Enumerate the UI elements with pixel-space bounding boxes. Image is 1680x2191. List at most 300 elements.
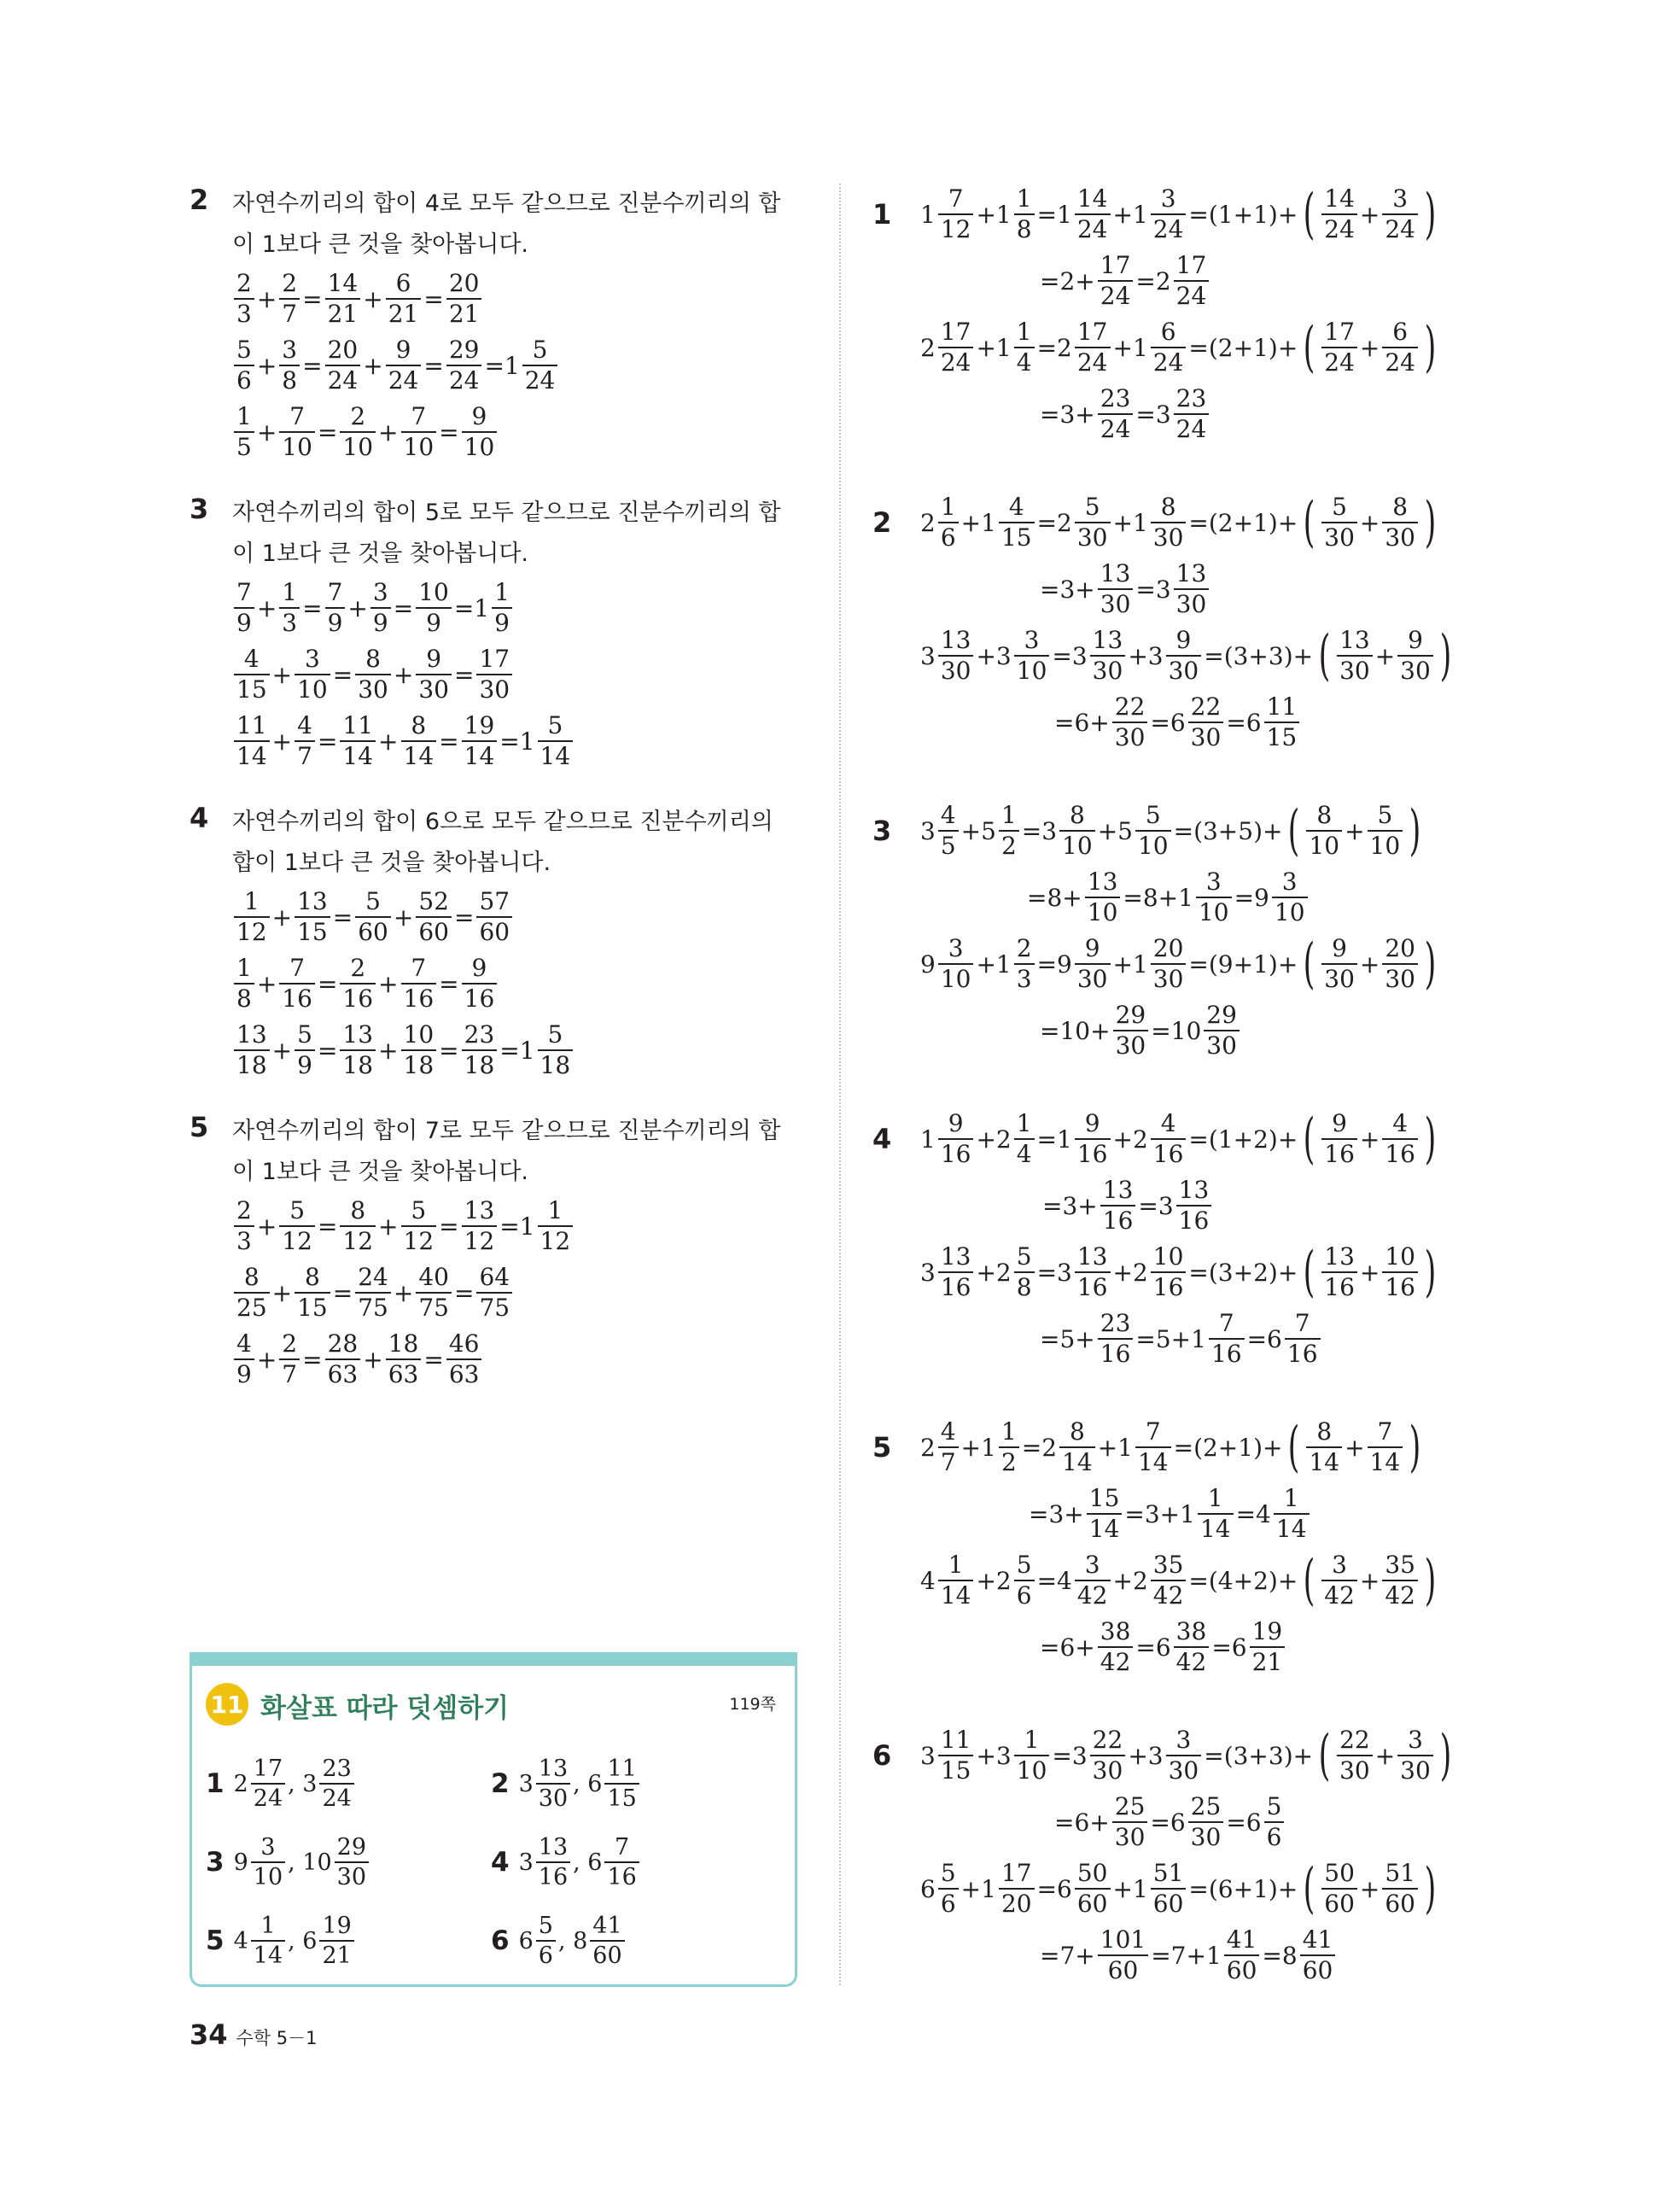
- denominator: 15: [604, 1783, 639, 1810]
- numerator: 2: [282, 269, 298, 297]
- equation: [232, 1259, 804, 1326]
- parenthesized-group: [1298, 491, 1441, 554]
- denominator: 10: [1272, 897, 1308, 925]
- numerator: 3: [1281, 868, 1298, 896]
- numerator: 1: [948, 1551, 964, 1579]
- math-symbol: =(3+3)+: [1204, 1741, 1314, 1770]
- right-problem-1: [872, 181, 1641, 463]
- denominator: 2: [999, 1446, 1019, 1475]
- denominator: 14: [1087, 1513, 1123, 1541]
- denominator: 30: [1188, 1821, 1224, 1849]
- fraction: [401, 956, 437, 1011]
- fraction: [295, 647, 330, 702]
- fraction: [1382, 1109, 1418, 1168]
- denominator: 30: [1090, 655, 1126, 683]
- equation: [919, 1722, 1456, 1789]
- equation: [1039, 248, 1210, 314]
- right-paren: ): [1424, 491, 1437, 554]
- fraction: [355, 1265, 391, 1320]
- denominator: 12: [234, 916, 270, 944]
- numerator: 4: [243, 645, 260, 673]
- numerator: 46: [448, 1329, 480, 1358]
- math-symbol: 3: [920, 1741, 936, 1770]
- fraction: [1112, 1792, 1148, 1851]
- problem-number: 5: [190, 1111, 209, 1143]
- math-symbol: 6: [920, 1874, 936, 1903]
- denominator: 14: [340, 740, 376, 768]
- problem-number: 5: [872, 1431, 892, 1464]
- math-symbol: =: [453, 660, 475, 689]
- fraction: [279, 269, 300, 328]
- parenthesized-group: [1298, 1241, 1441, 1304]
- denominator: 75: [355, 1292, 391, 1320]
- denominator: 30: [1151, 522, 1187, 550]
- math-symbol: +1: [1112, 949, 1148, 979]
- denominator: 42: [1321, 1580, 1357, 1608]
- denominator: 6: [1264, 1821, 1285, 1849]
- math-symbol: 1: [920, 200, 936, 229]
- parenthesized-group: [1314, 1724, 1456, 1787]
- fraction: [340, 402, 376, 461]
- fraction: [1151, 1242, 1187, 1301]
- numerator: 3: [1084, 1551, 1100, 1579]
- fraction: [938, 628, 974, 683]
- numerator: 8: [1069, 801, 1085, 829]
- numerator: 9: [1084, 934, 1100, 962]
- numerator: 7: [615, 1834, 630, 1861]
- fraction: [416, 1265, 452, 1320]
- denominator: 18: [538, 1049, 574, 1078]
- fraction: [1090, 1728, 1126, 1783]
- denominator: 16: [1075, 1138, 1111, 1166]
- denominator: 42: [1174, 1646, 1210, 1674]
- denominator: 10: [1014, 655, 1050, 683]
- math-symbol: =: [317, 418, 338, 447]
- problem-number: 6: [872, 1739, 892, 1772]
- numerator: 2: [282, 1329, 298, 1358]
- fraction: [1174, 1617, 1210, 1676]
- math-symbol: =: [302, 593, 323, 622]
- fraction: [234, 402, 254, 461]
- left-paren: (: [1303, 932, 1315, 996]
- fraction: [938, 1417, 959, 1476]
- problem-number: 4: [872, 1123, 892, 1155]
- numerator: 18: [388, 1329, 419, 1358]
- denominator: 24: [446, 365, 482, 393]
- fraction: [1075, 495, 1111, 550]
- numerator: 20: [1385, 934, 1415, 962]
- fraction: [1306, 1417, 1342, 1476]
- numerator: 2: [236, 269, 252, 297]
- math-symbol: =4: [1235, 1499, 1271, 1528]
- math-symbol: 3: [920, 641, 936, 670]
- math-symbol: +: [1359, 1258, 1380, 1287]
- answer-item: [491, 1750, 641, 1818]
- fraction: [401, 1020, 437, 1079]
- parenthesized-group: [1283, 1416, 1426, 1479]
- numerator: 7: [1145, 1417, 1161, 1446]
- numerator: 17: [253, 1756, 283, 1782]
- math-symbol: =(3+5)+: [1173, 816, 1283, 845]
- problem-number: 2: [190, 184, 209, 216]
- denominator: 75: [416, 1292, 452, 1320]
- numerator: 1: [282, 578, 298, 606]
- math-symbol: =: [439, 1212, 459, 1241]
- fraction: [319, 1914, 353, 1967]
- numerator: 17: [1076, 318, 1108, 346]
- fraction: [279, 1329, 300, 1388]
- math-symbol: +1: [1112, 1874, 1148, 1903]
- math-symbol: +: [256, 1345, 277, 1374]
- denominator: 30: [536, 1783, 570, 1810]
- denominator: 16: [462, 983, 498, 1011]
- numerator: 5: [547, 711, 563, 739]
- numerator: 7: [1294, 1309, 1310, 1337]
- math-symbol: , 6: [573, 1849, 603, 1876]
- left-paren: (: [1303, 1857, 1315, 1920]
- math-symbol: =: [332, 903, 353, 932]
- denominator: 24: [251, 1783, 285, 1810]
- left-paren: (: [1288, 1416, 1300, 1479]
- fraction: [1085, 870, 1121, 925]
- fraction: [279, 338, 300, 393]
- numerator: 19: [464, 711, 495, 739]
- math-symbol: 9: [920, 949, 936, 979]
- math-symbol: =9: [1234, 883, 1269, 912]
- fraction: [279, 402, 315, 461]
- denominator: 24: [1098, 413, 1134, 441]
- fraction: [1196, 870, 1232, 925]
- math-symbol: =6+: [1054, 708, 1110, 737]
- math-symbol: +: [256, 418, 277, 447]
- numerator: 17: [940, 318, 971, 346]
- denominator: 10: [1085, 897, 1121, 925]
- math-symbol: =6: [1226, 708, 1262, 737]
- math-symbol: =: [423, 1345, 444, 1374]
- numerator: 4: [236, 1329, 252, 1358]
- column-divider: [839, 184, 841, 1985]
- denominator: 30: [1337, 655, 1373, 683]
- equation: [919, 181, 1441, 248]
- denominator: 21: [325, 298, 361, 326]
- fraction: [1014, 1553, 1035, 1608]
- denominator: 30: [1397, 655, 1433, 683]
- denominator: 30: [1321, 963, 1357, 991]
- fraction: [938, 803, 959, 858]
- denominator: 63: [386, 1358, 422, 1387]
- right-paren: ): [1424, 1241, 1437, 1304]
- fraction: [1100, 1178, 1136, 1233]
- math-symbol: =2: [1036, 508, 1072, 537]
- right-problem-4: [872, 1106, 1641, 1388]
- numerator: 10: [1152, 1242, 1184, 1271]
- numerator: 3: [948, 934, 964, 962]
- fraction: [1224, 1925, 1260, 1984]
- answer-item: [206, 1750, 356, 1818]
- math-symbol: +2: [976, 1258, 1012, 1287]
- math-symbol: 9: [233, 1849, 248, 1876]
- fraction: [462, 956, 498, 1011]
- fraction: [279, 578, 300, 637]
- equation: [1041, 1172, 1213, 1239]
- math-symbol: 2: [920, 1433, 936, 1462]
- fraction: [1174, 251, 1210, 310]
- numerator: 23: [1100, 384, 1131, 412]
- numerator: 3: [372, 578, 388, 606]
- equation: [919, 1106, 1441, 1172]
- denominator: 6: [234, 365, 254, 393]
- math-symbol: =(1+1)+: [1188, 200, 1298, 229]
- denominator: 12: [538, 1225, 574, 1253]
- denominator: 20: [999, 1888, 1035, 1916]
- denominator: 16: [604, 1861, 639, 1889]
- math-symbol: , 3: [288, 1770, 318, 1797]
- denominator: 63: [446, 1358, 482, 1387]
- fraction: [1272, 870, 1308, 925]
- fraction: [279, 956, 315, 1011]
- numerator: 5: [236, 336, 252, 364]
- fraction: [295, 1265, 330, 1320]
- fraction: [538, 1196, 574, 1255]
- numerator: 5: [1084, 493, 1100, 521]
- denominator: 60: [476, 916, 512, 944]
- math-symbol: =8: [1262, 1941, 1298, 1970]
- numerator: 1: [236, 954, 252, 982]
- math-symbol: +3: [1128, 1741, 1164, 1770]
- denominator: 14: [251, 1940, 285, 1967]
- numerator: 8: [305, 1263, 320, 1291]
- numerator: 1: [243, 887, 260, 915]
- numerator: 8: [411, 711, 427, 739]
- fraction: [1135, 803, 1171, 858]
- denominator: 42: [1075, 1580, 1111, 1608]
- denominator: 16: [279, 983, 315, 1011]
- denominator: 30: [335, 1861, 369, 1889]
- numerator: 13: [940, 1242, 971, 1271]
- denominator: 10: [251, 1861, 285, 1889]
- left-paren: (: [1318, 1724, 1331, 1787]
- math-symbol: =: [317, 727, 338, 756]
- numerator: 17: [479, 645, 510, 673]
- numerator: 4: [297, 711, 312, 739]
- fraction: [325, 338, 361, 393]
- numerator: 1: [1024, 1726, 1040, 1754]
- left-problem-3: [190, 493, 804, 774]
- fraction: [1321, 1242, 1357, 1301]
- numerator: 8: [1316, 1417, 1333, 1446]
- right-problem-2: [872, 489, 1641, 771]
- math-symbol: 4: [233, 1927, 248, 1954]
- numerator: 13: [1324, 1242, 1355, 1271]
- numerator: 9: [1084, 1109, 1100, 1137]
- numerator: 13: [236, 1020, 267, 1049]
- math-symbol: +1: [976, 200, 1012, 229]
- numerator: 10: [1385, 1242, 1415, 1271]
- fraction: [536, 1836, 570, 1889]
- numerator: 6: [1160, 318, 1176, 346]
- math-symbol: =5+1: [1135, 1324, 1206, 1353]
- fraction: [251, 1836, 285, 1889]
- fraction: [1135, 1417, 1171, 1476]
- fraction: [1151, 320, 1187, 375]
- numerator: 8: [1160, 493, 1176, 521]
- denominator: 30: [1166, 1755, 1202, 1783]
- book-label: 수학 5－1: [236, 2028, 318, 2048]
- denominator: 15: [1264, 722, 1300, 750]
- fraction: [340, 956, 376, 1011]
- math-symbol: +: [1374, 641, 1396, 670]
- numerator: 8: [1392, 493, 1409, 521]
- denominator: 10: [295, 674, 330, 702]
- math-symbol: +: [378, 969, 399, 998]
- right-paren: ): [1424, 316, 1437, 379]
- math-symbol: +: [363, 351, 383, 380]
- numerator: 6: [395, 269, 411, 297]
- denominator: 14: [234, 740, 270, 768]
- right-paren: ): [1424, 1107, 1437, 1171]
- math-symbol: , 10: [288, 1849, 332, 1876]
- fraction: [1075, 320, 1111, 375]
- explanation-line: 자연수끼리의 합이 7로 모두 같으므로 진분수끼리의 합: [232, 1118, 781, 1144]
- denominator: 30: [1382, 963, 1418, 991]
- math-symbol: =1: [499, 727, 535, 756]
- numerator: 22: [1092, 1726, 1123, 1754]
- fraction: [1151, 495, 1187, 550]
- fraction: [295, 1020, 315, 1079]
- numerator: 3: [1408, 1726, 1423, 1754]
- numerator: 13: [538, 1756, 569, 1782]
- fraction: [234, 1020, 270, 1079]
- fraction: [1151, 1109, 1187, 1168]
- numerator: 101: [1100, 1925, 1146, 1954]
- numerator: 8: [365, 645, 381, 673]
- denominator: 21: [386, 298, 422, 326]
- math-symbol: +: [1374, 1741, 1396, 1770]
- fraction: [234, 1196, 254, 1255]
- math-symbol: =(4+2)+: [1188, 1566, 1298, 1595]
- answer-value: [518, 1914, 627, 1967]
- parenthesized-group: [1298, 183, 1441, 246]
- left-problem-5: [190, 1111, 804, 1393]
- denominator: 9: [295, 1049, 315, 1078]
- numerator: 25: [1114, 1792, 1146, 1820]
- fraction: [1321, 184, 1357, 243]
- denominator: 30: [1204, 1030, 1240, 1058]
- fraction: [1382, 320, 1418, 375]
- fraction: [999, 803, 1019, 858]
- math-symbol: =1: [484, 351, 520, 380]
- fraction: [1014, 320, 1035, 375]
- right-paren: ): [1409, 799, 1421, 862]
- math-symbol: =3+: [1042, 1191, 1098, 1220]
- numerator: 5: [532, 336, 548, 364]
- fraction: [1059, 1417, 1095, 1476]
- fraction: [1075, 1553, 1111, 1608]
- math-symbol: =6: [1150, 1808, 1186, 1837]
- denominator: 4: [1014, 1138, 1035, 1166]
- math-symbol: =10: [1151, 1016, 1202, 1045]
- numerator: 3: [1332, 1551, 1347, 1579]
- denominator: 5: [938, 830, 959, 858]
- fraction: [401, 711, 437, 770]
- numerator: 9: [395, 336, 411, 364]
- fraction: [319, 1757, 353, 1810]
- math-symbol: +1: [1112, 508, 1148, 537]
- math-symbol: +: [271, 660, 293, 689]
- fraction: [538, 1020, 574, 1079]
- math-symbol: +: [378, 727, 399, 756]
- fraction: [234, 711, 270, 770]
- fraction: [1264, 692, 1300, 751]
- denominator: 63: [325, 1358, 361, 1387]
- fraction: [1087, 1484, 1123, 1543]
- fraction: [234, 338, 254, 393]
- numerator: 13: [464, 1196, 495, 1224]
- fraction: [446, 1329, 482, 1388]
- answer-number: 3: [206, 1847, 225, 1878]
- left-paren: (: [1303, 183, 1315, 246]
- equation: [1053, 689, 1301, 756]
- fraction: [938, 934, 974, 993]
- math-symbol: +: [393, 1278, 414, 1307]
- denominator: 24: [1075, 347, 1111, 375]
- equation: [232, 708, 804, 774]
- denominator: 24: [1098, 280, 1134, 308]
- numerator: 22: [1190, 692, 1222, 721]
- math-symbol: =: [439, 418, 459, 447]
- numerator: 1: [1207, 1484, 1223, 1512]
- parenthesized-group: [1298, 1857, 1441, 1920]
- denominator: 16: [1382, 1138, 1418, 1166]
- numerator: 20: [1152, 934, 1184, 962]
- fraction: [1198, 1484, 1234, 1543]
- denominator: 16: [1151, 1271, 1187, 1300]
- fraction: [234, 269, 254, 328]
- fraction: [1321, 320, 1357, 375]
- denominator: 24: [1382, 347, 1418, 375]
- math-symbol: +: [378, 1036, 399, 1065]
- equation: [919, 1239, 1441, 1306]
- fraction: [536, 1914, 556, 1967]
- fraction: [1098, 559, 1134, 618]
- fraction: [1166, 1728, 1202, 1783]
- fraction: [325, 1329, 361, 1388]
- math-symbol: +: [256, 1212, 277, 1241]
- math-symbol: +: [1359, 1566, 1380, 1595]
- fraction: [1382, 934, 1418, 993]
- fraction: [340, 1020, 376, 1079]
- numerator: 9: [1175, 626, 1192, 654]
- denominator: 60: [1098, 1954, 1148, 1983]
- fraction: [462, 402, 498, 461]
- numerator: 35: [1152, 1551, 1184, 1579]
- denominator: 25: [234, 1292, 270, 1320]
- math-symbol: +: [271, 903, 293, 932]
- denominator: 30: [1166, 655, 1202, 683]
- numerator: 17: [1100, 251, 1131, 279]
- numerator: 3: [1175, 1726, 1192, 1754]
- math-symbol: 6: [518, 1927, 534, 1954]
- math-symbol: =6: [1226, 1808, 1262, 1837]
- fraction: [234, 1329, 254, 1388]
- math-symbol: =: [453, 903, 475, 932]
- fraction: [1075, 1861, 1111, 1916]
- left-paren: (: [1303, 1241, 1315, 1304]
- fraction: [234, 887, 270, 946]
- numerator: 2: [236, 1196, 252, 1224]
- denominator: 42: [1151, 1580, 1187, 1608]
- answer-box: [190, 1652, 797, 1987]
